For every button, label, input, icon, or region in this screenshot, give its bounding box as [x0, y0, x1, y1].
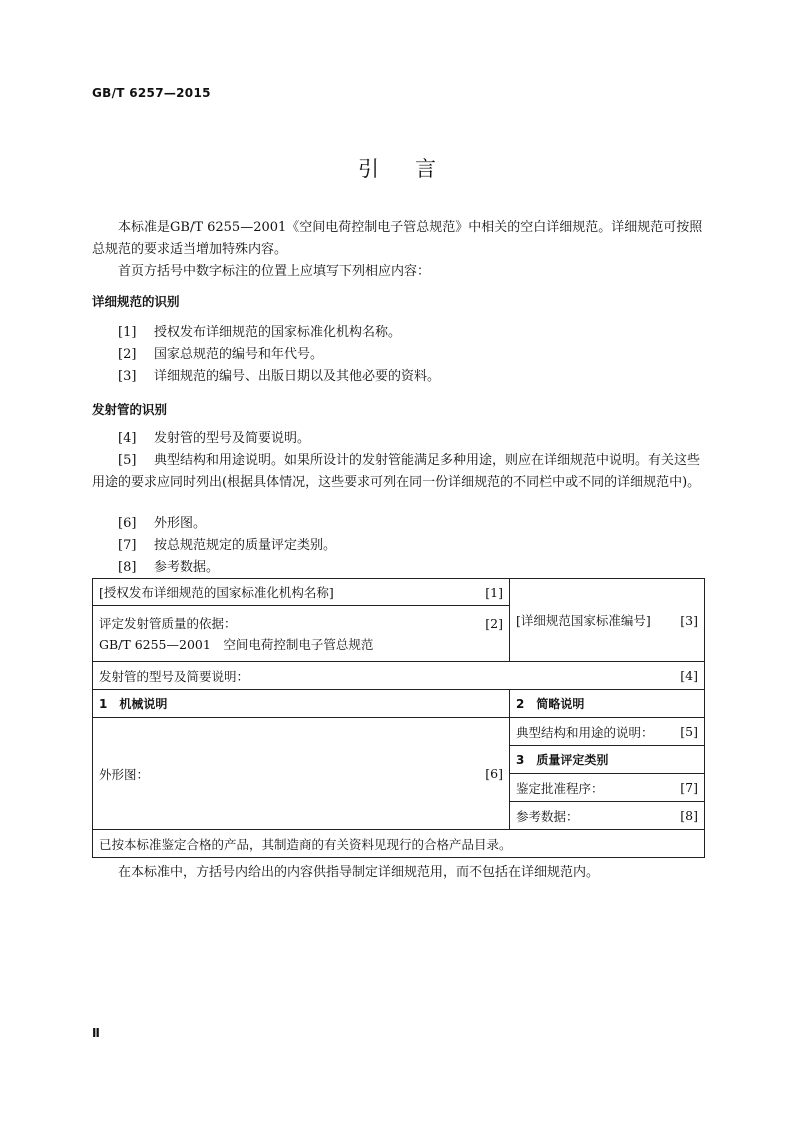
- list-item: [118, 428, 704, 450]
- basis-value: GB/T 6255—2001 空间电荷控制电子管总规范: [99, 636, 374, 652]
- list-item-long: [92, 450, 704, 494]
- item-text: 外形图。: [154, 516, 207, 531]
- intro-paragraph-2: 首页方括号中数字标注的位置上应填写下列相应内容：: [118, 264, 431, 279]
- list-item: [118, 535, 704, 557]
- list-item: [118, 344, 704, 366]
- outline-label: 外形图：: [99, 766, 150, 782]
- org-name: [授权发布详细规范的国家标准化机构名称]: [99, 585, 334, 600]
- approval-label: 鉴定批准程序：: [516, 780, 604, 796]
- standard-code: GB/T 6257—2015: [92, 86, 211, 100]
- item-number: [4]: [118, 431, 137, 446]
- outline-cell: [93, 718, 510, 830]
- basis-ref: [2]: [485, 615, 503, 631]
- item-text: 授权发布详细规范的国家标准化机构名称。: [154, 325, 402, 340]
- org-name-cell: [93, 579, 510, 606]
- spec-form-table: [92, 578, 705, 858]
- typical-ref: [5]: [680, 724, 698, 739]
- item-text: 发射管的型号及简要说明。: [154, 431, 311, 446]
- typical-cell: [510, 718, 705, 746]
- spec-number-cell: [510, 579, 705, 662]
- approval-cell: [510, 774, 705, 802]
- approval-ref: [7]: [680, 780, 698, 795]
- section-heading-tube-identification: 发射管的识别: [92, 402, 168, 417]
- brief-heading: 2 简略说明: [510, 690, 705, 718]
- page-title: 引言: [358, 157, 472, 181]
- quality-heading: 3 质量评定类别: [510, 746, 705, 774]
- spec-number: [详细规范国家标准编号]: [516, 613, 651, 628]
- item-text: 国家总规范的编号和年代号。: [154, 347, 324, 362]
- item-number: [3]: [118, 369, 137, 384]
- page-number: Ⅱ: [92, 1026, 100, 1040]
- list-item: [118, 366, 704, 388]
- item-number: [5]: [118, 453, 137, 468]
- item-text: 按总规范规定的质量评定类别。: [154, 538, 337, 553]
- list-item: [118, 322, 704, 344]
- spec-ref: [3]: [680, 612, 698, 628]
- item-text: 典型结构和用途说明。如果所设计的发射管能满足多种用途，则应在详细规范中说明。有关这些用途的要求应同时列出(根据具体情况，这些要求可列在同一份详细规范的不同栏中或不同的详细规范中)。: [92, 453, 701, 490]
- refdata-ref: [8]: [680, 808, 698, 823]
- basis-label: 评定发射管质量的依据：: [99, 615, 237, 631]
- item-number: [1]: [118, 325, 137, 340]
- list-item: [118, 557, 704, 579]
- type-label: 发射管的型号及简要说明：: [99, 668, 250, 684]
- mechanical-heading: 1 机械说明: [93, 690, 510, 718]
- item-text: 参考数据。: [154, 560, 220, 575]
- refdata-cell: [510, 802, 705, 830]
- outline-ref: [6]: [485, 766, 503, 781]
- list-item: [118, 513, 704, 535]
- typical-label: 典型结构和用途的说明：: [516, 724, 654, 740]
- type-ref: [4]: [680, 668, 698, 683]
- item-number: [6]: [118, 516, 137, 531]
- qualified-products-row: 已按本标准鉴定合格的产品，其制造商的有关资料见现行的合格产品目录。: [93, 830, 705, 858]
- intro-paragraph-1: 本标准是GB/T 6255—2001《空间电荷控制电子管总规范》中相关的空白详细规范。详细规范可按照总规范的要求适当增加特殊内容。: [92, 220, 703, 257]
- bracket-note: 在本标准中，方括号内给出的内容供指导制定详细规范用，而不包括在详细规范内。: [118, 865, 600, 880]
- item-text: 详细规范的编号、出版日期以及其他必要的资料。: [154, 369, 441, 384]
- item-number: [7]: [118, 538, 137, 553]
- section-heading-spec-identification: 详细规范的识别: [92, 294, 180, 309]
- type-cell: [93, 662, 705, 690]
- org-ref: [1]: [485, 584, 503, 600]
- basis-cell: [93, 606, 510, 662]
- refdata-label: 参考数据：: [516, 808, 579, 824]
- item-number: [2]: [118, 347, 137, 362]
- item-number: [8]: [118, 560, 137, 575]
